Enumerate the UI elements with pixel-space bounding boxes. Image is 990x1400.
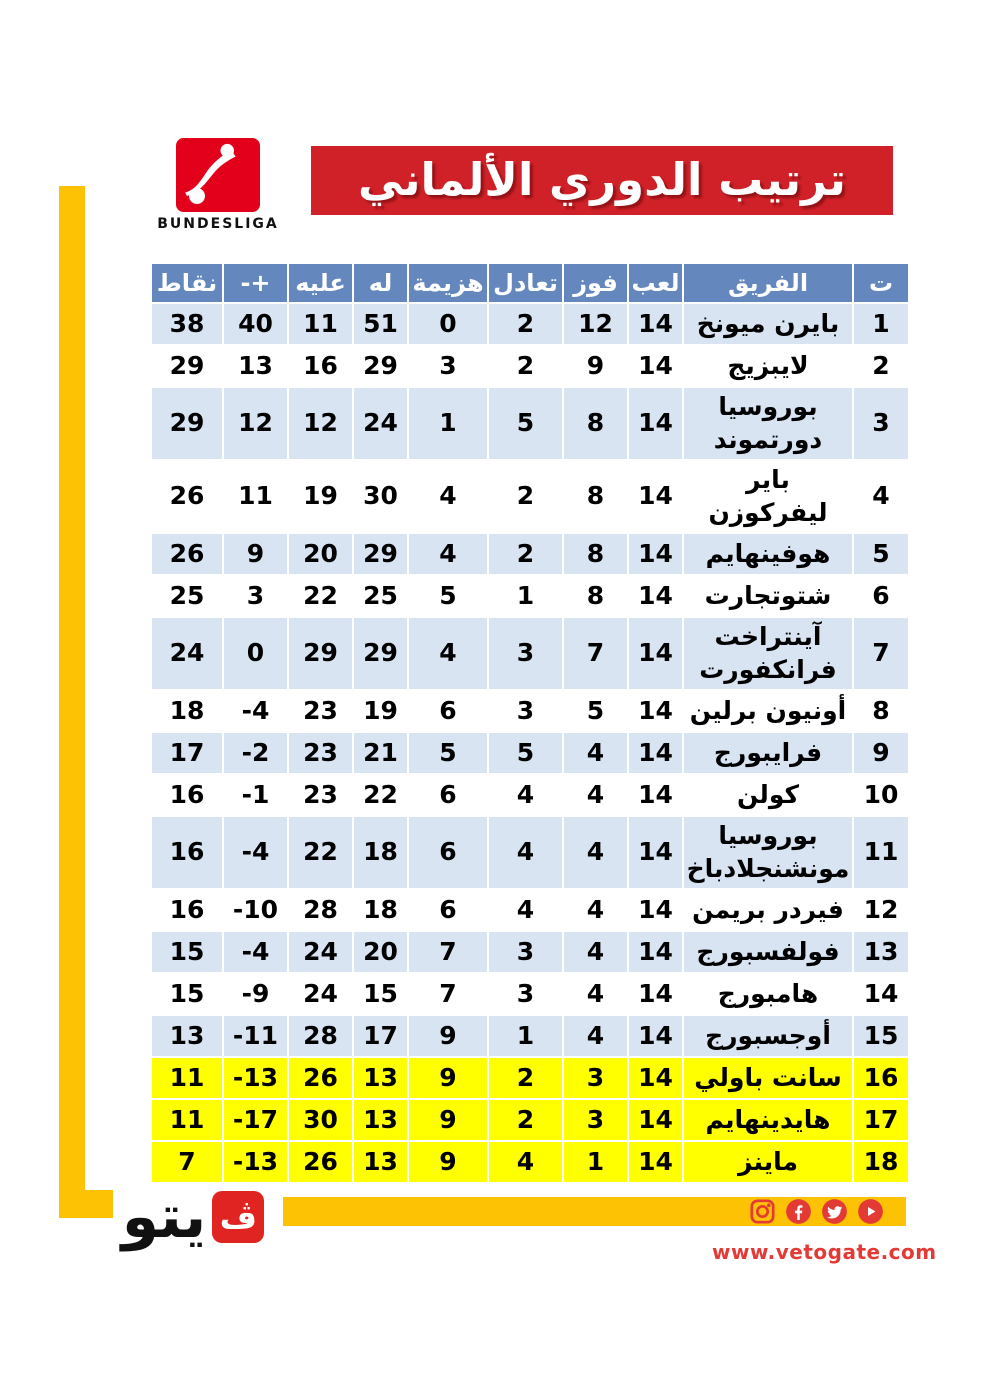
cell-goals-against: 19: [288, 460, 353, 533]
table-row: [151, 1099, 909, 1141]
cell-goals-against: 26: [288, 1057, 353, 1099]
column-header: عليه: [288, 263, 353, 303]
column-header: +-: [223, 263, 288, 303]
cell-team: أوجسبورج: [683, 1015, 853, 1057]
table-row: [151, 1015, 909, 1057]
cell-lost: 6: [408, 690, 488, 732]
cell-points: 24: [151, 617, 223, 690]
cell-played: 14: [628, 303, 683, 345]
cell-pos: 18: [853, 1141, 909, 1183]
cell-played: 14: [628, 460, 683, 533]
cell-played: 14: [628, 774, 683, 816]
cell-points: 15: [151, 931, 223, 973]
veto-logo-letter-box: [212, 1191, 264, 1243]
page-title: ترتيب الدوري الألماني: [358, 153, 846, 206]
cell-team: ماينز: [683, 1141, 853, 1183]
cell-lost: 9: [408, 1099, 488, 1141]
table-row: [151, 732, 909, 774]
cell-team: هامبورج: [683, 973, 853, 1015]
cell-drawn: 4: [488, 774, 563, 816]
cell-pos: 17: [853, 1099, 909, 1141]
cell-played: 14: [628, 816, 683, 889]
cell-lost: 4: [408, 533, 488, 575]
cell-points: 26: [151, 533, 223, 575]
cell-pos: 8: [853, 690, 909, 732]
cell-goal-diff: -4: [223, 690, 288, 732]
cell-lost: 9: [408, 1015, 488, 1057]
cell-points: 11: [151, 1099, 223, 1141]
cell-won: 4: [563, 931, 628, 973]
cell-played: 14: [628, 889, 683, 931]
cell-goals-for: 19: [353, 690, 408, 732]
cell-points: 29: [151, 387, 223, 460]
facebook-icon: [785, 1198, 812, 1225]
cell-team: بايرن ميونخ: [683, 303, 853, 345]
cell-won: 8: [563, 387, 628, 460]
cell-played: 14: [628, 973, 683, 1015]
cell-goals-for: 29: [353, 533, 408, 575]
cell-drawn: 4: [488, 1141, 563, 1183]
cell-pos: 1: [853, 303, 909, 345]
cell-pos: 2: [853, 345, 909, 387]
cell-played: 14: [628, 732, 683, 774]
cell-goals-against: 29: [288, 617, 353, 690]
cell-lost: 1: [408, 387, 488, 460]
table-row: [151, 816, 909, 889]
cell-pos: 16: [853, 1057, 909, 1099]
cell-played: 14: [628, 1015, 683, 1057]
cell-goals-for: 29: [353, 345, 408, 387]
cell-won: 4: [563, 816, 628, 889]
cell-won: 8: [563, 460, 628, 533]
cell-goals-for: 18: [353, 889, 408, 931]
cell-goals-against: 24: [288, 931, 353, 973]
cell-team: سانت باولي: [683, 1057, 853, 1099]
cell-played: 14: [628, 690, 683, 732]
cell-won: 4: [563, 732, 628, 774]
cell-points: 17: [151, 732, 223, 774]
cell-pos: 14: [853, 973, 909, 1015]
cell-goal-diff: -17: [223, 1099, 288, 1141]
left-accent-bar: [59, 186, 85, 1218]
cell-drawn: 5: [488, 732, 563, 774]
cell-drawn: 2: [488, 303, 563, 345]
cell-goal-diff: -2: [223, 732, 288, 774]
column-header: هزيمة: [408, 263, 488, 303]
column-header: له: [353, 263, 408, 303]
cell-goals-for: 21: [353, 732, 408, 774]
cell-points: 25: [151, 575, 223, 617]
cell-goals-against: 22: [288, 816, 353, 889]
cell-pos: 3: [853, 387, 909, 460]
cell-goals-for: 13: [353, 1099, 408, 1141]
cell-won: 5: [563, 690, 628, 732]
cell-pos: 11: [853, 816, 909, 889]
cell-points: 11: [151, 1057, 223, 1099]
cell-goals-against: 28: [288, 889, 353, 931]
cell-pos: 7: [853, 617, 909, 690]
cell-drawn: 1: [488, 575, 563, 617]
cell-points: 16: [151, 774, 223, 816]
cell-team: كولن: [683, 774, 853, 816]
table-row: [151, 774, 909, 816]
cell-points: 29: [151, 345, 223, 387]
table-row: [151, 931, 909, 973]
cell-drawn: 2: [488, 533, 563, 575]
cell-goals-for: 15: [353, 973, 408, 1015]
cell-goals-for: 51: [353, 303, 408, 345]
cell-won: 3: [563, 1057, 628, 1099]
cell-goals-for: 13: [353, 1057, 408, 1099]
cell-won: 4: [563, 889, 628, 931]
youtube-icon: [857, 1198, 884, 1225]
cell-team: هوفينهايم: [683, 533, 853, 575]
cell-won: 1: [563, 1141, 628, 1183]
cell-goal-diff: -4: [223, 931, 288, 973]
standings-body: [151, 303, 909, 1183]
cell-goals-against: 16: [288, 345, 353, 387]
cell-lost: 4: [408, 617, 488, 690]
twitter-icon: [821, 1198, 848, 1225]
cell-goals-against: 12: [288, 387, 353, 460]
cell-drawn: 2: [488, 345, 563, 387]
cell-team: أونيون برلين: [683, 690, 853, 732]
cell-played: 14: [628, 931, 683, 973]
cell-team: فرايبورج: [683, 732, 853, 774]
cell-pos: 4: [853, 460, 909, 533]
cell-goals-for: 30: [353, 460, 408, 533]
table-row: [151, 575, 909, 617]
cell-goal-diff: -10: [223, 889, 288, 931]
cell-team: فولفسبورج: [683, 931, 853, 973]
cell-pos: 13: [853, 931, 909, 973]
table-row: [151, 617, 909, 690]
cell-points: 15: [151, 973, 223, 1015]
cell-lost: 7: [408, 973, 488, 1015]
cell-team: بوروسيا مونشنجلادباخ: [683, 816, 853, 889]
veto-logo-letter: ڤ: [219, 1198, 257, 1236]
cell-played: 14: [628, 575, 683, 617]
cell-drawn: 2: [488, 1057, 563, 1099]
column-header: نقاط: [151, 263, 223, 303]
title-banner: [311, 146, 893, 215]
cell-team: بوروسيا دورتموند: [683, 387, 853, 460]
cell-lost: 4: [408, 460, 488, 533]
cell-lost: 6: [408, 889, 488, 931]
cell-drawn: 4: [488, 816, 563, 889]
cell-goal-diff: 9: [223, 533, 288, 575]
cell-goals-for: 20: [353, 931, 408, 973]
standings-table: [150, 262, 910, 1184]
cell-goals-against: 22: [288, 575, 353, 617]
cell-drawn: 5: [488, 387, 563, 460]
cell-goal-diff: -4: [223, 816, 288, 889]
cell-lost: 5: [408, 575, 488, 617]
table-row: [151, 1057, 909, 1099]
standings-table-wrap: [150, 262, 908, 1184]
cell-played: 14: [628, 617, 683, 690]
cell-team: باير ليفركوزن: [683, 460, 853, 533]
bundesliga-player-icon: [157, 138, 279, 212]
cell-drawn: 4: [488, 889, 563, 931]
cell-drawn: 3: [488, 931, 563, 973]
cell-lost: 7: [408, 931, 488, 973]
cell-goals-for: 18: [353, 816, 408, 889]
cell-lost: 3: [408, 345, 488, 387]
left-accent-bar-foot: [59, 1190, 113, 1218]
standings-header-row: [151, 263, 909, 303]
cell-goals-against: 26: [288, 1141, 353, 1183]
cell-points: 13: [151, 1015, 223, 1057]
cell-played: 14: [628, 1099, 683, 1141]
cell-goal-diff: 40: [223, 303, 288, 345]
cell-points: 7: [151, 1141, 223, 1183]
cell-won: 9: [563, 345, 628, 387]
bundesliga-wordmark: BUNDESLIGA: [157, 216, 279, 232]
cell-goals-for: 22: [353, 774, 408, 816]
cell-pos: 6: [853, 575, 909, 617]
cell-goal-diff: 12: [223, 387, 288, 460]
cell-lost: 0: [408, 303, 488, 345]
cell-won: 8: [563, 575, 628, 617]
cell-played: 14: [628, 387, 683, 460]
table-row: [151, 345, 909, 387]
cell-drawn: 3: [488, 690, 563, 732]
cell-team: فيردر بريمن: [683, 889, 853, 931]
table-row: [151, 533, 909, 575]
column-header: الفريق: [683, 263, 853, 303]
cell-drawn: 3: [488, 973, 563, 1015]
veto-logo: [112, 1170, 274, 1264]
cell-lost: 9: [408, 1141, 488, 1183]
cell-goals-for: 25: [353, 575, 408, 617]
cell-team: هايدينهايم: [683, 1099, 853, 1141]
cell-won: 4: [563, 1015, 628, 1057]
cell-won: 12: [563, 303, 628, 345]
table-row: [151, 303, 909, 345]
cell-lost: 6: [408, 774, 488, 816]
cell-team: لايبزيج: [683, 345, 853, 387]
cell-won: 4: [563, 973, 628, 1015]
cell-points: 38: [151, 303, 223, 345]
table-row: [151, 387, 909, 460]
cell-lost: 9: [408, 1057, 488, 1099]
cell-points: 16: [151, 889, 223, 931]
cell-points: 16: [151, 816, 223, 889]
cell-lost: 6: [408, 816, 488, 889]
cell-goal-diff: -13: [223, 1141, 288, 1183]
cell-played: 14: [628, 533, 683, 575]
cell-goal-diff: -9: [223, 973, 288, 1015]
cell-goal-diff: 3: [223, 575, 288, 617]
bundesliga-logo: [157, 138, 279, 232]
cell-won: 4: [563, 774, 628, 816]
cell-goals-against: 24: [288, 973, 353, 1015]
cell-pos: 12: [853, 889, 909, 931]
cell-won: 3: [563, 1099, 628, 1141]
cell-goals-against: 30: [288, 1099, 353, 1141]
cell-points: 18: [151, 690, 223, 732]
cell-goals-against: 28: [288, 1015, 353, 1057]
table-row: [151, 690, 909, 732]
cell-pos: 5: [853, 533, 909, 575]
table-row: [151, 973, 909, 1015]
cell-team: شتوتجارت: [683, 575, 853, 617]
social-icons: [749, 1198, 884, 1225]
cell-drawn: 2: [488, 1099, 563, 1141]
cell-won: 8: [563, 533, 628, 575]
cell-played: 14: [628, 1141, 683, 1183]
cell-goals-against: 20: [288, 533, 353, 575]
cell-goal-diff: 13: [223, 345, 288, 387]
website-url: www.vetogate.com: [712, 1240, 937, 1264]
cell-pos: 15: [853, 1015, 909, 1057]
cell-drawn: 1: [488, 1015, 563, 1057]
cell-pos: 10: [853, 774, 909, 816]
cell-team: آينتراخت فرانكفورت: [683, 617, 853, 690]
cell-goals-against: 23: [288, 774, 353, 816]
column-header: فوز: [563, 263, 628, 303]
cell-goals-for: 13: [353, 1141, 408, 1183]
cell-goal-diff: 11: [223, 460, 288, 533]
instagram-icon: [749, 1198, 776, 1225]
veto-logo-text: يتو: [121, 1182, 207, 1252]
cell-goals-against: 11: [288, 303, 353, 345]
cell-played: 14: [628, 1057, 683, 1099]
cell-goal-diff: -11: [223, 1015, 288, 1057]
cell-goals-for: 29: [353, 617, 408, 690]
cell-goals-against: 23: [288, 690, 353, 732]
cell-goals-against: 23: [288, 732, 353, 774]
cell-goal-diff: -13: [223, 1057, 288, 1099]
column-header: تعادل: [488, 263, 563, 303]
cell-drawn: 2: [488, 460, 563, 533]
table-row: [151, 889, 909, 931]
column-header: لعب: [628, 263, 683, 303]
cell-goals-for: 24: [353, 387, 408, 460]
cell-points: 26: [151, 460, 223, 533]
table-row: [151, 460, 909, 533]
cell-drawn: 3: [488, 617, 563, 690]
cell-lost: 5: [408, 732, 488, 774]
cell-goals-for: 17: [353, 1015, 408, 1057]
cell-won: 7: [563, 617, 628, 690]
column-header: ت: [853, 263, 909, 303]
cell-played: 14: [628, 345, 683, 387]
cell-goal-diff: 0: [223, 617, 288, 690]
cell-pos: 9: [853, 732, 909, 774]
cell-goal-diff: -1: [223, 774, 288, 816]
